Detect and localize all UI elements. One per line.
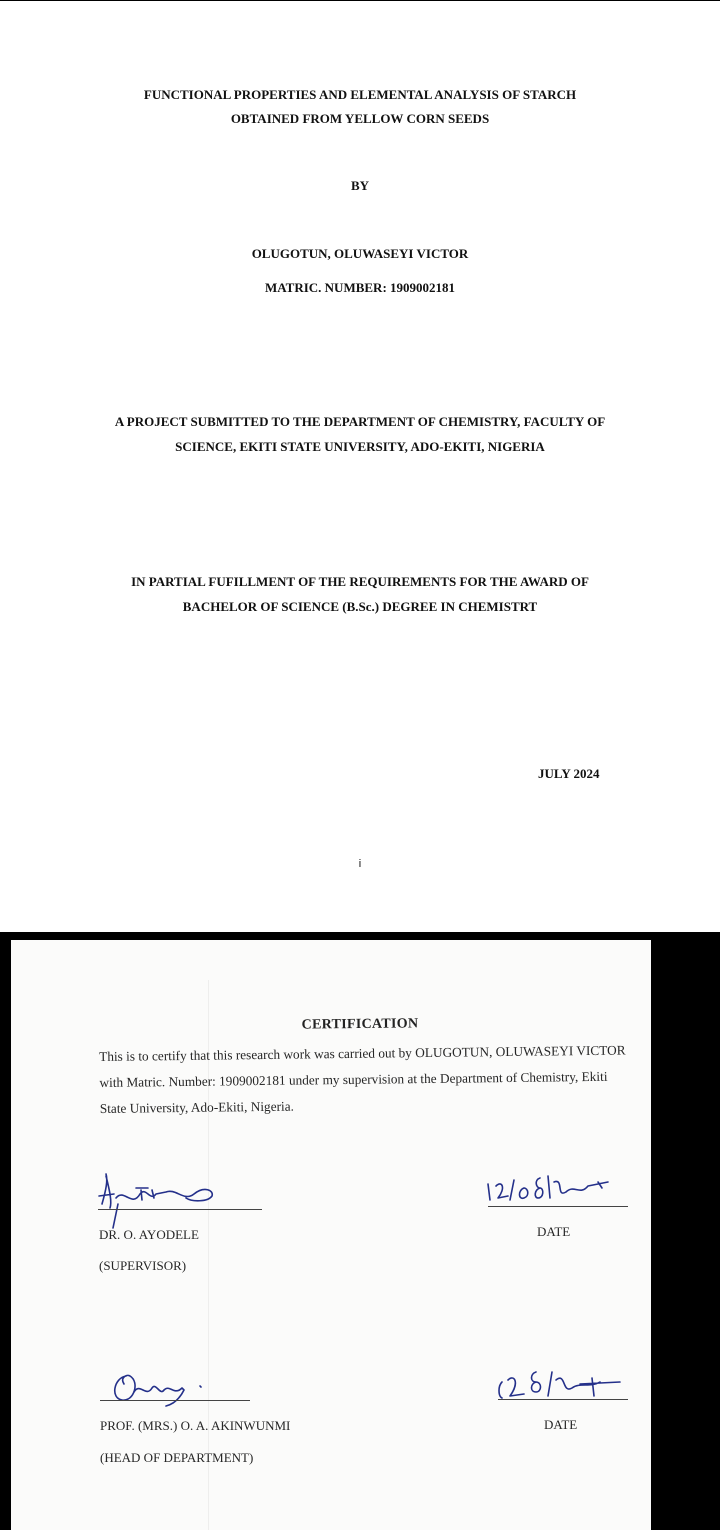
submission-line-1: A PROJECT SUBMITTED TO THE DEPARTMENT OF CHEMISTRY, FACULTY OF (114, 414, 606, 429)
matric-number: MATRIC. NUMBER: 1909002181 (264, 280, 456, 295)
submission-line-2: SCIENCE, EKITI STATE UNIVERSITY, ADO-EKITI, NIGERIA (175, 439, 545, 454)
fulfillment-line-1: IN PARTIAL FUFILLMENT OF THE REQUIREMENTS FOR THE AWARD OF (131, 574, 589, 589)
author-name: OLUGOTUN, OLUWASEYI VICTOR (251, 246, 469, 261)
certification-heading: CERTIFICATION (301, 1016, 419, 1033)
submission-date: JULY 2024 (538, 766, 600, 781)
page-number: i (358, 858, 362, 870)
supervisor-role: (SUPERVISOR) (99, 1258, 187, 1273)
hod-role: (HEAD OF DEPARTMENT) (100, 1450, 254, 1465)
supervisor-date-label: DATE (537, 1224, 571, 1239)
supervisor-signature-line (98, 1209, 262, 1210)
statement-line-2: with Matric. Number: 1909002181 under my supervision at the Department of Chemistry, Ekiti (99, 1068, 608, 1090)
hod-date-handwritten (496, 1368, 632, 1402)
hod-name: PROF. (MRS.) O. A. AKINWUNMI (100, 1418, 291, 1433)
hod-signature-line (100, 1400, 250, 1401)
supervisor-date-line (488, 1206, 628, 1207)
hod-date-label: DATE (544, 1417, 578, 1432)
statement-line-1: This is to certify that this research work was carried out by OLUGOTUN, OLUWASEYI VICTOR (99, 1042, 626, 1064)
project-title-line-1: FUNCTIONAL PROPERTIES AND ELEMENTAL ANALYSIS OF STARCH (143, 87, 577, 102)
project-title-line-2: OBTAINED FROM YELLOW CORN SEEDS (230, 111, 490, 126)
supervisor-signature (96, 1168, 226, 1230)
by-label: BY (350, 178, 370, 193)
hod-signature (108, 1364, 218, 1408)
fulfillment-line-2: BACHELOR OF SCIENCE (B.Sc.) DEGREE IN CHEMISTRT (182, 599, 538, 614)
statement-line-3: State University, Ado-Ekiti, Nigeria. (99, 1098, 294, 1116)
hod-date-line (498, 1399, 628, 1400)
certification-statement (99, 1037, 640, 1122)
supervisor-date-handwritten (484, 1170, 624, 1206)
supervisor-name: DR. O. AYODELE (99, 1227, 199, 1242)
